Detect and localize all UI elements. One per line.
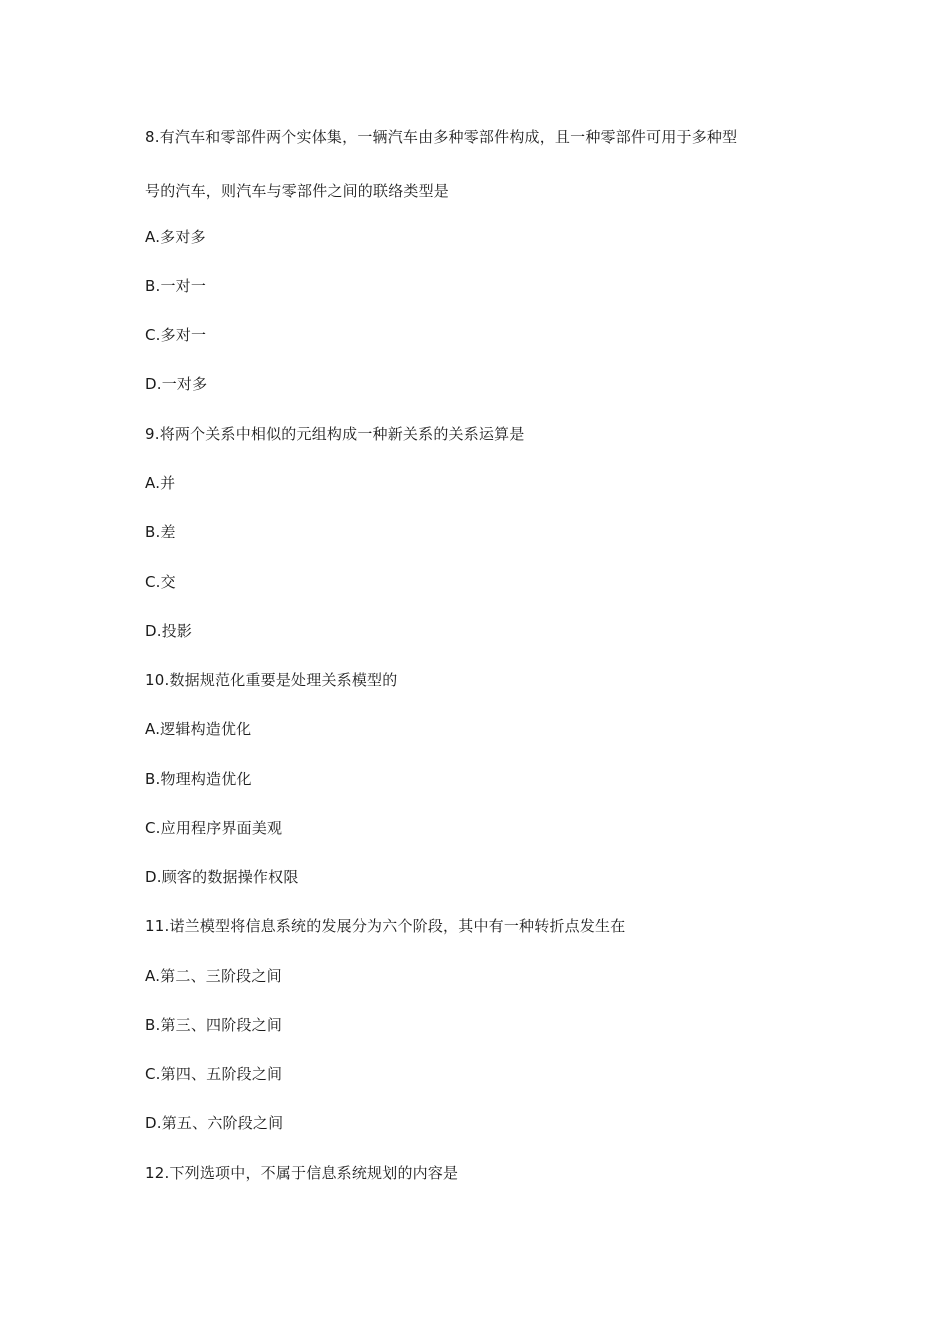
question-12-stem: 12.下列选项中，不属于信息系统规划的内容是 <box>145 1164 459 1182</box>
question-8-option-a: A.多对多 <box>145 228 206 246</box>
question-8-stem-line-2: 号的汽车，则汽车与零部件之间的联络类型是 <box>145 182 450 200</box>
question-9-stem: 9.将两个关系中相似的元组构成一种新关系的关系运算是 <box>145 425 525 443</box>
question-9-option-b: B.差 <box>145 523 176 541</box>
question-11-option-c: C.第四、五阶段之间 <box>145 1065 283 1083</box>
question-8-option-b: B.一对一 <box>145 277 207 295</box>
question-9-option-a: A.并 <box>145 474 176 492</box>
question-8-option-d: D.一对多 <box>145 375 208 393</box>
question-11-stem: 11.诺兰模型将信息系统的发展分为六个阶段，其中有一种转折点发生在 <box>145 917 626 935</box>
question-10-option-d: D.顾客的数据操作权限 <box>145 868 299 886</box>
question-10-option-c: C.应用程序界面美观 <box>145 819 283 837</box>
question-10-stem: 10.数据规范化重要是处理关系模型的 <box>145 671 398 689</box>
question-11-option-a: A.第二、三阶段之间 <box>145 967 282 985</box>
question-8-option-c: C.多对一 <box>145 326 207 344</box>
question-8-stem-line-1: 8.有汽车和零部件两个实体集，一辆汽车由多种零部件构成，且一种零部件可用于多种型 <box>145 128 738 146</box>
question-9-option-d: D.投影 <box>145 622 193 640</box>
question-10-option-a: A.逻辑构造优化 <box>145 720 252 738</box>
question-9-option-c: C.交 <box>145 573 176 591</box>
question-11-option-d: D.第五、六阶段之间 <box>145 1114 284 1132</box>
question-10-option-b: B.物理构造优化 <box>145 770 252 788</box>
question-11-option-b: B.第三、四阶段之间 <box>145 1016 283 1034</box>
